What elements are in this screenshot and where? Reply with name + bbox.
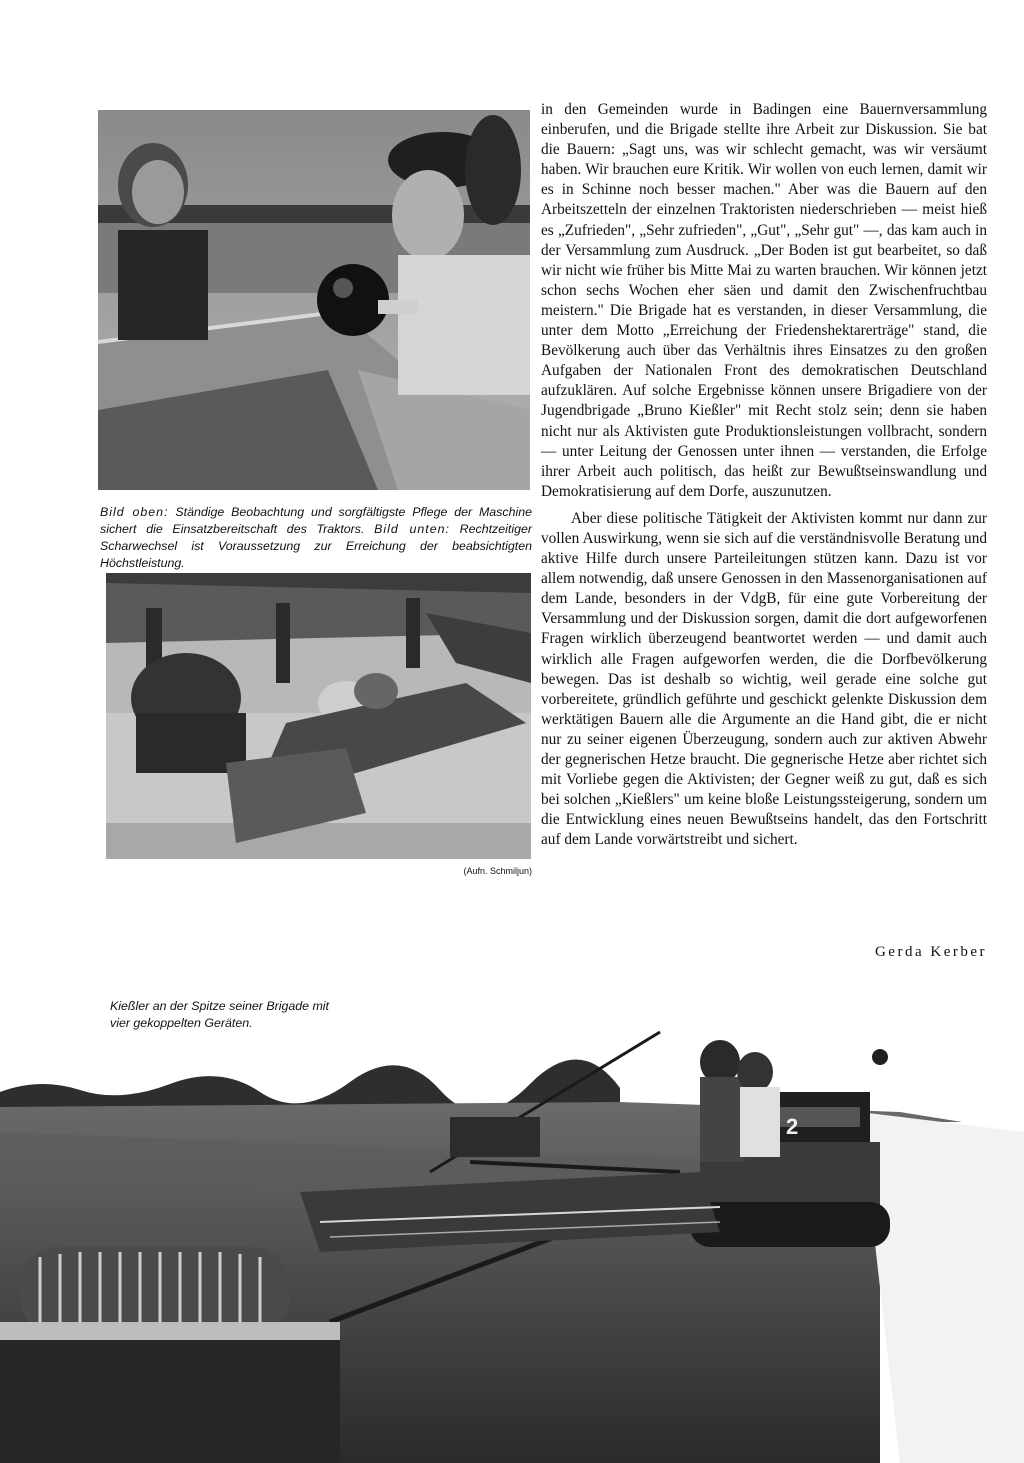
caption-bottom-text: Rechtzeitiger Scharwechsel ist Voraussetzung zur Erreichung der beabsichtigten Höchstleistung. (100, 522, 532, 570)
caption-top-photo (100, 504, 532, 572)
article-paragraph: Aber diese politische Tätigkeit der Aktivisten kommt nur dann zur vollen Auswirkung, wenn sie sich auf die verständnisvolle Beratung und aktive Hilfe durch unsere Parteileitungen stützen kann. Dazu ist vor allem notwendig, daß unsere Genossen in den Massenorganisationen auf dem Lande, besonders in der VdgB, für eine gute Vorbereitung der Versammlung und der Diskussion sorgen, damit die dort aufgeworfenen Fragen wirklich überzeugend beantwortet werden — und damit auch wirklich alle Fragen aufgeworfen werden, die die Dorfbevölkerung bewegen. Das ist deshalb so wichtig, weil gerade eine solche gut vorbereitete, gründlich geführte und geschickt gelenkte Diskussion dem werktätigen Bauern alle die Argumente an die Hand gibt, die er nicht nur zu seiner eigenen Überzeugung, sondern auch zur aktiven Abwehr der gegnerischen Hetze braucht. Die gegnerische Hetze aber richtet sich mit Vorliebe gegen die Aktivisten; der Gegner weiß zu gut, daß es sich bei solchen „Kießlers" um keine bloße Leistungssteigerung, sondern um die Entwicklung eines neuen Bewußtseins handelt, das den Fortschritt auf dem Lande vorwärtstreibt und sichert. (541, 509, 987, 849)
caption-top-text: Ständige Beobachtung und sorgfältigste Pflege der Maschine sichert die Einsatzbereitschaft des Traktors. (100, 505, 532, 536)
article-author: Gerda Kerber (874, 944, 987, 960)
caption-large-photo: Kießler an der Spitze seiner Brigade mit vier gekoppelten Geräten. (110, 999, 330, 1030)
photo-tractor-maintenance (98, 110, 530, 490)
photo-tractor-brigade (0, 1022, 1024, 1463)
photo-share-change (106, 573, 531, 859)
article-paragraph: in den Gemeinden wurde in Badingen eine Bauernversammlung einberufen, und die Brigade stellte ihre Arbeit zur Diskussion. Sie bat die Bauern: „Sagt uns, was wir schlecht gemacht, was wir versäumt haben. Wir brauchen eure Kritik. Wir wollen von euch lernen, damit wir es in Schinne noch besser machen." Aber was die Bauern auf den Arbeitszetteln der einzelnen Traktoristen niederschrieben — meist hieß es „Zufrieden", „Sehr zufrieden", „Gut", „Sehr gut" —, das kam auch in der Versammlung zum Ausdruck. „Der Boden ist gut bearbeitet, so daß wir nicht wie früher bis Mitte Mai zu warten brauchen. Wir können jetzt schon sechs Wochen eher säen und damit den Zwischenfruchtbau meistern." Die Brigade hat es verstanden, in dieser Versammlung, die unter dem Motto „Erreichung der Friedenshektarerträge" stand, die Bevölkerung auch über das Verhältnis ihres Einsatzes zu den großen Aufgaben der Nationalen Front des demokratischen Deutschland aufzuklären. Auf solche Ergebnisse können unsere Brigadiere von der Jugendbrigade „Bruno Kießler" mit Recht stolz sein; denn sie haben nicht nur als Aktivisten gute Produktionsleistungen vollbracht, sondern — unter Leitung der Genossen unter ihnen — verstanden, die Erfolge ihrer Arbeit auch politisch, das heißt zur Bewußtseinswandlung und Demokratisierung auf dem Dorfe, auszunutzen. (541, 101, 987, 500)
tractor-number-label: 2 (786, 1114, 799, 1139)
article-body (541, 100, 987, 850)
caption-top-lead: Bild oben: (100, 505, 169, 519)
caption-bottom-lead: Bild unten: (374, 522, 450, 536)
photo-credit: (Aufn. Schmiljun) (463, 866, 532, 876)
